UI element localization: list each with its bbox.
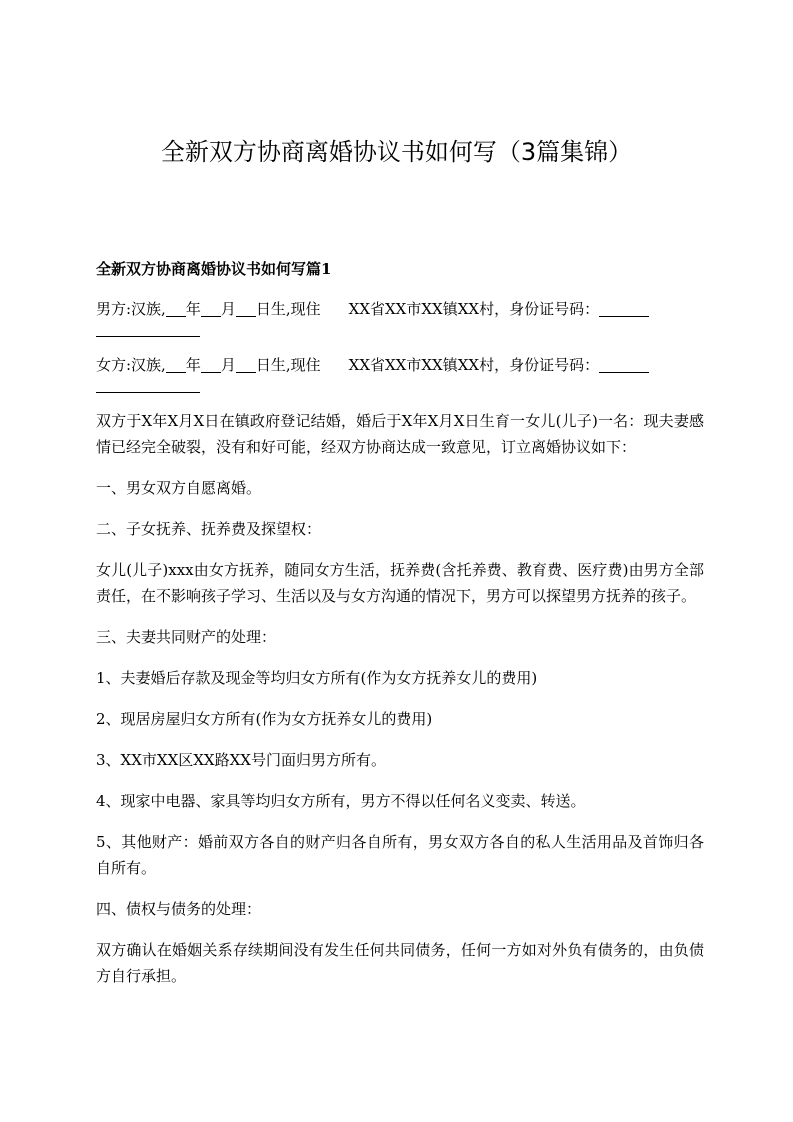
- man-prefix: 男方:汉族,: [96, 300, 166, 318]
- man-year: 年: [185, 300, 201, 318]
- blank-field: [201, 300, 221, 317]
- woman-address: XX省XX市XX镇XX村，身份证号码：: [348, 356, 600, 374]
- man-month: 月: [220, 300, 236, 318]
- list-item: 1、夫妻婚后存款及现金等均归女方所有(作为女方抚养女儿的费用): [96, 669, 538, 687]
- blank-field: [236, 300, 256, 317]
- list-item: 2、现居房屋归女方所有(作为女方抚养女儿的费用): [96, 710, 433, 728]
- document-title: 全新双方协商离婚协议书如何写（3篇集锦）: [160, 138, 633, 166]
- list-item: 4、现家中电器、家具等均归女方所有，男方不得以任何名义变卖、转送。: [96, 792, 586, 810]
- woman-month: 月: [220, 356, 236, 374]
- blank-field: [166, 300, 186, 317]
- blank-field: [96, 326, 200, 337]
- blank-field: [201, 356, 221, 373]
- paragraph: 女儿(儿子)xxx由女方抚养，随同女方生活，抚养费(含托养费、教育费、医疗费)由男方全部责任，在不影响孩子学习、生活以及与女方沟通的情况下，男方可以探望男方抚养的孩子。: [96, 561, 704, 605]
- blank-field: [599, 300, 649, 317]
- woman-year: 年: [185, 356, 201, 374]
- man-day: 日生,现住: [255, 300, 321, 318]
- clause-heading: 四、债权与债务的处理：: [96, 900, 262, 918]
- woman-day: 日生,现住: [255, 356, 321, 374]
- paragraph: 双方于X年X月X日在镇政府登记结婚，婚后于X年X月X日生育一女儿(儿子)一名：现夫妻感情已经完全破裂，没有和好可能，经双方协商达成一致意见，订立离婚协议如下：: [96, 412, 704, 456]
- list-item: 5、其他财产：婚前双方各自的财产归各自所有，男女双方各自的私人生活用品及首饰归各自所有。: [96, 833, 704, 877]
- woman-prefix: 女方:汉族,: [96, 356, 166, 374]
- list-item: 3、XX市XX区XX路XX号门面归男方所有。: [96, 751, 386, 769]
- clause-heading: 二、子女抚养、抚养费及探望权：: [96, 520, 322, 538]
- clause-heading: 三、夫妻共同财产的处理：: [96, 628, 277, 646]
- section-title: 全新双方协商离婚协议书如何写篇1: [96, 260, 332, 278]
- blank-field: [166, 356, 186, 373]
- paragraph: 双方确认在婚姻关系存续期间没有发生任何共同债务，任何一方如对外负有债务的，由负债方自行承担。: [96, 941, 704, 985]
- blank-field: [599, 356, 649, 373]
- blank-field: [236, 356, 256, 373]
- woman-info-line: [96, 352, 704, 393]
- document-body: [96, 256, 704, 1004]
- man-address: XX省XX市XX镇XX村，身份证号码：: [348, 300, 600, 318]
- blank-field: [96, 382, 200, 393]
- man-info-line: [96, 296, 704, 337]
- clause-heading: 一、男女双方自愿离婚。: [96, 479, 262, 497]
